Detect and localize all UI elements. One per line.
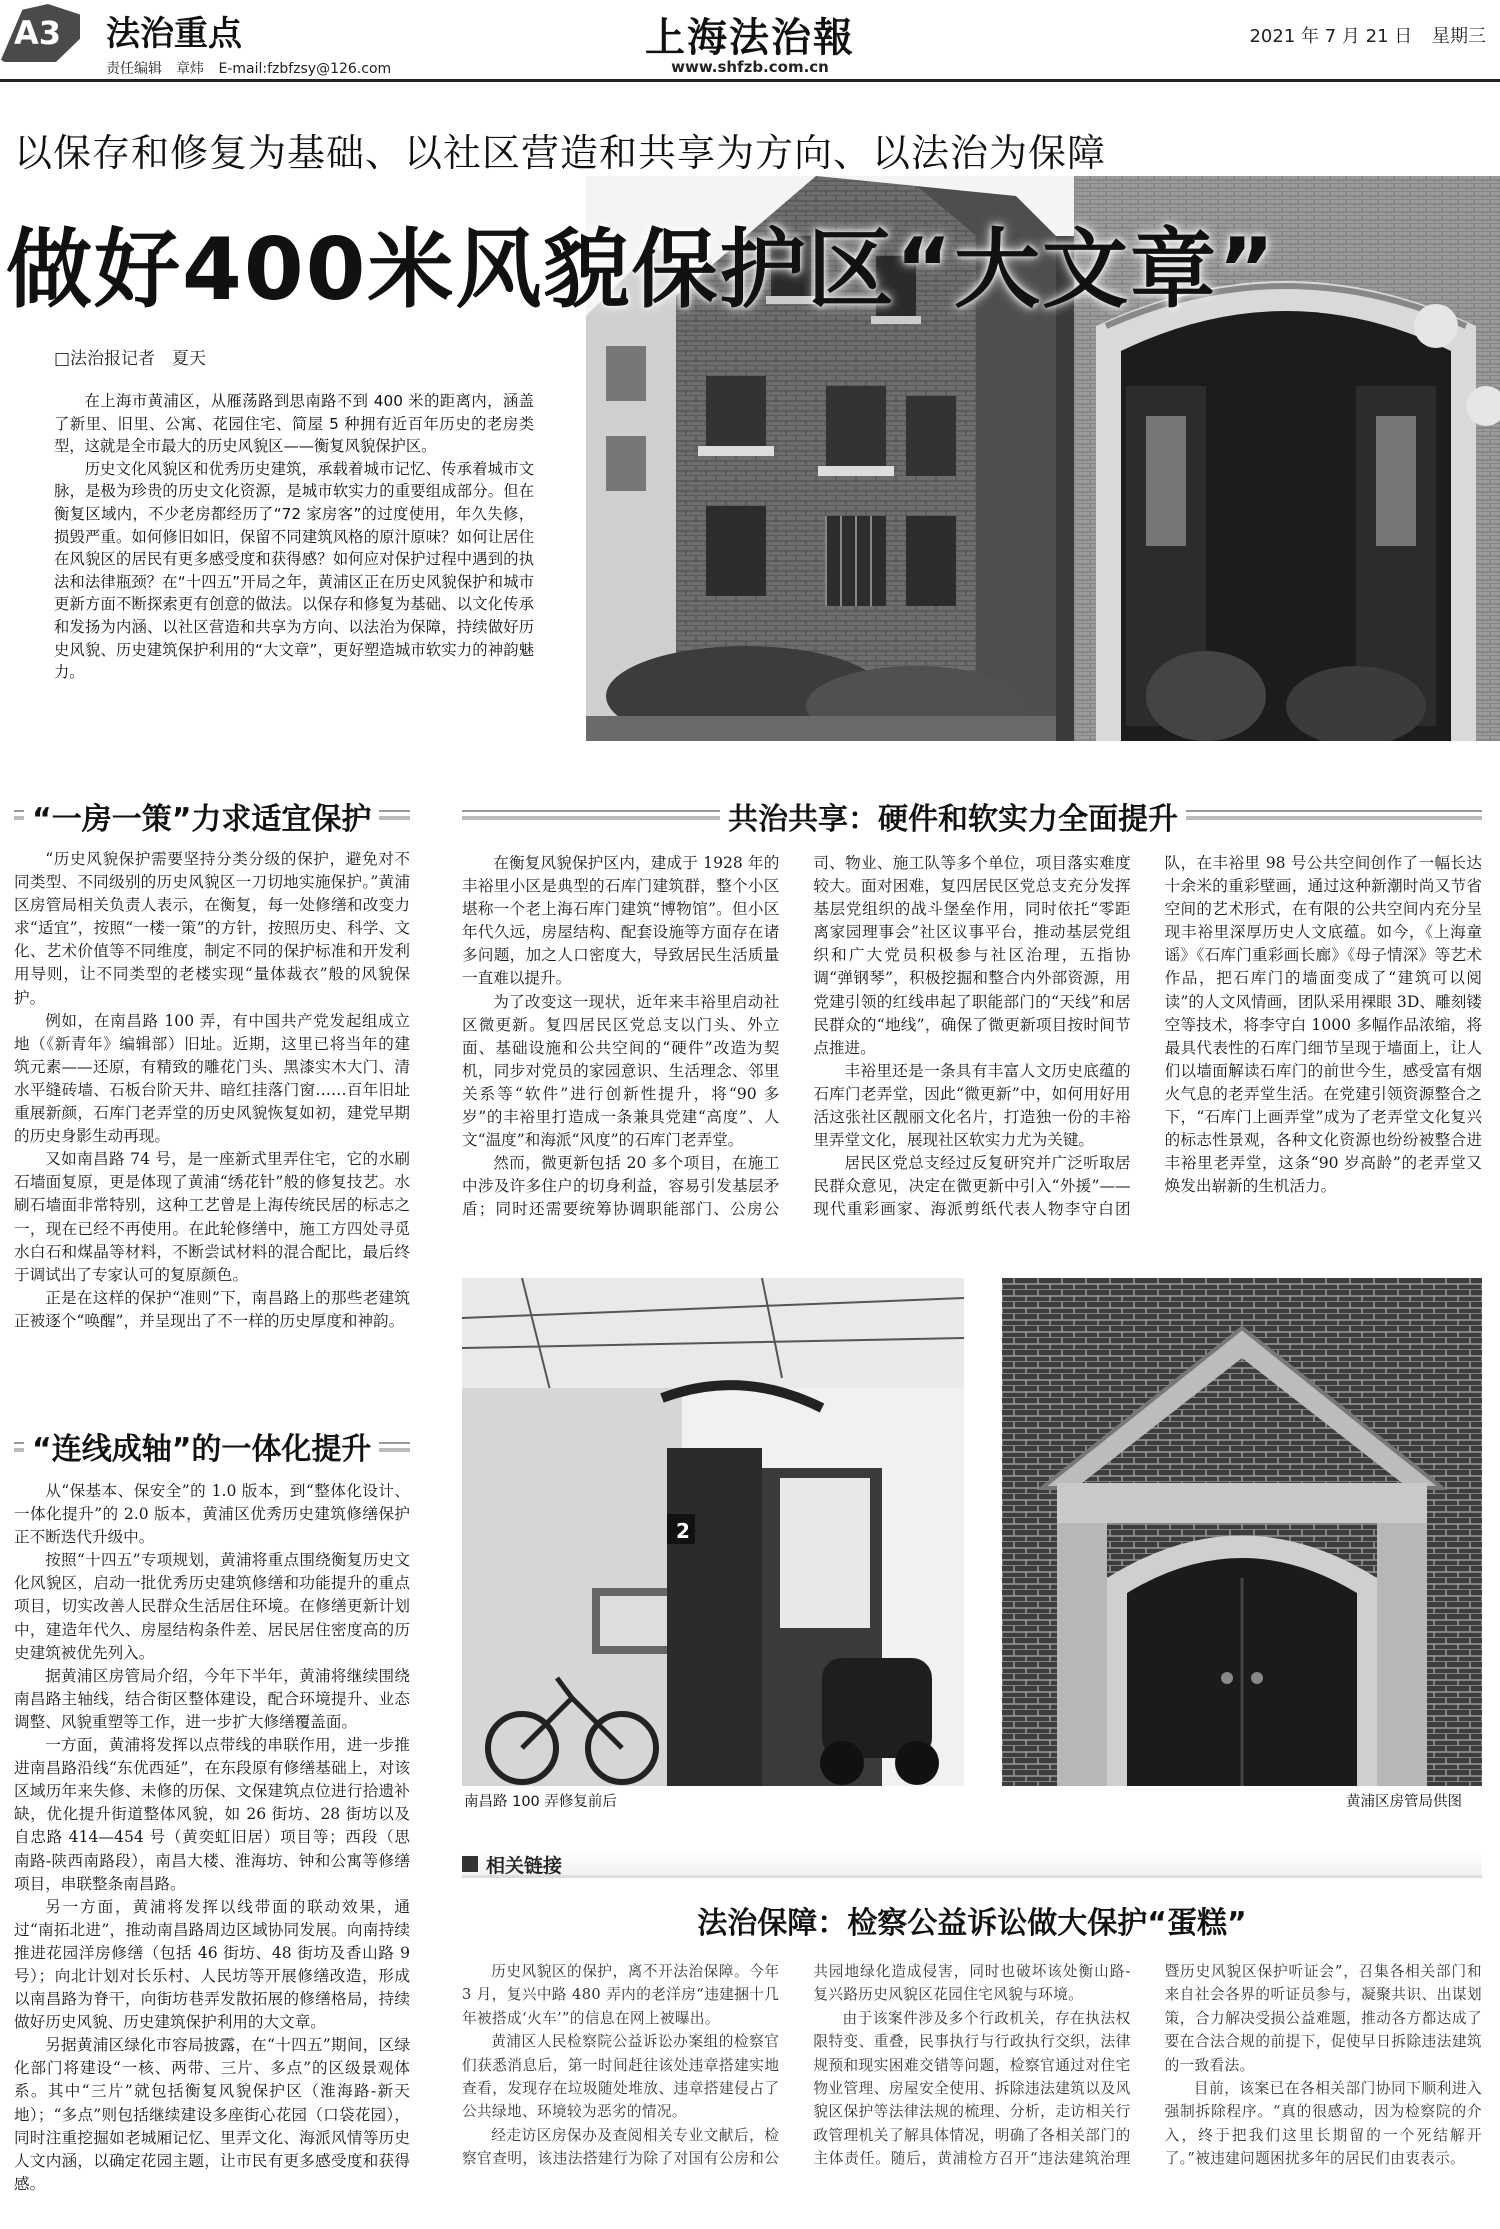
section2-paragraph: 从“保基本、保安全”的 1.0 版本，到“整体化设计、一体化提升”的 2.0 版本，黄浦区优秀历史建筑修缮保护正不断迭代升级中。 <box>14 1482 410 1547</box>
section3-paragraph: 然而，微更新包括 20 多个项目，在施工中涉及许多住户的切身利益，容易引发基层矛盾；同时还需要统筹协调职能部门、公房公司、物业、施工队等多个单位，项目落实难度较大。面对困难，复四居民区党总支充分发挥基层党组织的战斗堡垒作用，同时依托“零距离家园理事会”社区议事平台，推动基层党组织和广大党员积极参与社区治理，五指协调“弹钢琴”，积极挖掘和整合内外部资源，用党建引领的红线串起了职能部门的“天线”和居民群众的“地线”，确保了微更新项目按时间节点推进。 <box>462 854 1131 1219</box>
editor-email: E-mail:fzbfzsy@126.com <box>218 61 392 77</box>
section1-paragraph: 又如南昌路 74 号，是一座新式里弄住宅，它的水刷石墙面复原，更是体现了黄浦“绣花针”般的修复技艺。水刷石墙面非常特别，这种工艺曾是上海传统民居的标志之一，现在已经不再使用。在此轮修缮中，施工方四处寻觅水白石和煤晶等材料，不断尝试材料的混合配比，最后终于调试出了专家认可的复原颜色。 <box>14 1150 410 1284</box>
article-headline: 做好400米风貌保护区“大文章” <box>6 220 1277 320</box>
lead-paragraph: 在上海市黄浦区，从雁荡路到思南路不到 400 米的距离内，涵盖了新里、旧里、公寓、花园住宅、简屋 5 种拥有近百年历史的老房类型，这就是全市最大的历史风貌区——衡复风貌保护区。 <box>54 392 534 456</box>
editor-line <box>106 58 401 78</box>
photo-after-restoration <box>1002 1278 1482 1786</box>
section2-paragraph: 按照“十四五”专项规划，黄浦将重点围绕衡复历史文化风貌区，启动一批优秀历史建筑修缮和功能提升的重点项目，切实改善人民群众生活居住环境。在修缮更新计划中，建造年代久、房屋结构条件差、居民居住密度高的历史建筑被优先列入。 <box>14 1551 410 1662</box>
section1-body <box>14 848 410 1333</box>
door-number-plate: 2 <box>676 1519 690 1543</box>
photo-caption-right: 黄浦区房管局供图 <box>1346 1794 1462 1810</box>
photo-before-restoration <box>462 1278 964 1786</box>
section1-paragraph: 例如，在南昌路 100 弄，有中国共产党发起组成立地（《新青年》编辑部）旧址。近期，这里已将当年的建筑元素——还原，有精致的雕花门头、黑漆实木大门、清水平缝砖墙、石板台阶天井、暗红挂落门窗……百年旧址重展新颜，石库门老弄堂的历史风貌恢复如初，建党早期的历史身影生动再现。 <box>14 1011 410 1146</box>
lead-paragraph: 历史文化风貌区和优秀历史建筑，承载着城市记忆、传承着城市文脉，是极为珍贵的历史文化资源，是城市软实力的重要组成部分。但在衡复区域内，不少老房都经历了“72 家房客”的过度使用，年久失修，损毁严重。如何修旧如旧，保留不同建筑风格的原汁原味？如何让居住在风貌区的居民有更多感受度和获得感？如何应对保护过程中遇到的执法和法律瓶颈？在“十四五”开局之年，黄浦区正在历史风貌保护和城市更新方面不断探索更有创意的做法。以保存和修复为基础、以文化传承和发扬为内涵、以社区营造和共享为方向、以法治为保障，持续做好历史风貌、历史建筑保护利用的“大文章”，更好塑造城市软实力的神韵魅力。 <box>54 459 534 682</box>
section2-body <box>14 1480 410 2196</box>
article-kicker: 以保存和修复为基础、以社区营造和共享为方向、以法治为保障 <box>14 131 1107 175</box>
related-paragraph: 历史风貌区的保护，离不开法治保障。今年 3 月，复兴中路 480 弄内的老洋房“违建捆十几年被搭成‘火车’”的信息在网上被曝出。 <box>462 1963 780 2027</box>
related-headline: 法治保障：检察公益诉讼做大保护“蛋糕” <box>697 1906 1247 1941</box>
section2-paragraph: 另据黄浦区绿化市容局披露，在“十四五”期间，区绿化部门将建设“一核、两带、三片、多点”的区级景观体系。其中“三片”就包括衡复风貌保护区（淮海路-新天地）；“多点”则包括继续建设多座街心花园（口袋花园），同时注重挖掘如老城厢记忆、里弄文化、海派风情等历史人文内涵，以确定花园主题，让市民有更多感受度和获得感。 <box>14 2036 410 2193</box>
related-body <box>462 1960 1482 2222</box>
photo-caption-left: 南昌路 100 弄修复前后 <box>464 1794 617 1810</box>
section3-title: 共治共享：硬件和软实力全面提升 <box>720 794 1186 838</box>
section3-paragraph: 在衡复风貌保护区内，建成于 1928 年的丰裕里小区是典型的石库门建筑群，整个小区堪称一个老上海石库门建筑“博物馆”。但小区年代久远，房屋结构、配套设施等方面存在诸多问题，加之人口密度大，导致居民生活质量一直难以提升。 <box>462 854 780 988</box>
related-paragraph: 目前，该案已在各相关部门协同下顺利进入强制拆除程序。“真的很感动，因为检察院的介入，终于把我们这里长期留的一个死结解开了。”被违建问题困扰多年的居民们由衷表示。 <box>1164 2080 1482 2168</box>
issue-date <box>1235 22 1486 48</box>
section2-paragraph: 另一方面，黄浦将发挥以线带面的联动效果，通过“南拓北进”，推动南昌路周边区域协同发展。向南持续推进花园洋房修缮（包括 46 街坊、48 街坊及香山路 9 号）；向北计划对长乐村、人民坊等开展修缮改造，形成以南昌路为脊干，向街坊巷弄发散拓展的修缮格局，持续做好历史风貌、历史建筑保护利用的大文章。 <box>14 1897 410 2032</box>
related-link-bar <box>462 1850 1482 1878</box>
article-byline: □法治报记者 夏天 <box>54 349 207 369</box>
related-link-label: 相关链接 <box>486 1855 563 1877</box>
section2-title: “连线成轴”的一体化提升 <box>24 1424 379 1468</box>
masthead <box>0 0 1500 82</box>
issue-weekday: 星期三 <box>1432 26 1486 47</box>
section3-paragraph: 为了改变这一现状，近年来丰裕里启动社区微更新。复四居民区党总支以门头、外立面、基础设施和公共空间的“硬件”改造为契机，同步对党员的家园意识、生活理念、邻里关系等“软件”进行创新性提升，将“90 多岁”的丰裕里打造成一条兼具党建“高度”、人文“温度”和海派“风度”的石库门老弄堂。 <box>462 992 780 1150</box>
section1-paragraph: 正是在这样的保护“准则”下，南昌路上的那些老建筑正被逐个“唤醒”，并呈现出了不一样的历史厚度和神韵。 <box>14 1288 410 1330</box>
related-paragraph: 经走访区房保办及查阅相关专业文献后，检察官查明，该违法搭建行为除了对国有公房和公共园地绿化造成侵害，同时也破坏该处衡山路-复兴路历史风貌区花园住宅风貌与环境。 <box>462 1963 1131 2168</box>
related-link-square-icon <box>462 1856 478 1872</box>
section3-paragraph: 居民区党总支经过反复研究并广泛听取居民群众意见，决定在微更新中引入“外援”——现代重彩画家、海派剪纸代表人物李守白团队，在丰裕里 98 号公共空间创作了一幅长达十余米的重彩壁画，通过这种新潮时尚又节省空间的艺术形式，在有限的公共空间内充分呈现丰裕里深厚历史人文底蕴。如今，《上海童谣》《石库门重彩画长廊》《母子情深》等艺术作品，把石库门的墙面变成了“建筑可以阅读”的人文风情画，团队采用裸眼 3D、雕刻镂空等技术，将李守白 1000 多幅作品浓缩，将最具代表性的石库门细节呈现于墙面上，让人们以墙面解读石库门的前世今生，感受富有烟火气息的老弄堂生活。在党建引领资源整合之下，“石库门上画弄堂”成为了老弄堂文化复兴的标志性景观，各种文化资源也纷纷被整合进丰裕里老弄堂，这条“90 岁高龄”的老弄堂又焕发出崭新的生机活力。 <box>813 854 1482 1219</box>
page-number-badge <box>0 4 80 62</box>
section1-title: “一房一策”力求适宜保护 <box>24 794 379 838</box>
section1-paragraph: “历史风貌保护需要坚持分类分级的保护，避免对不同类型、不同级别的历史风貌区一刀切地实施保护。”黄浦区房管局相关负责人表示，在衡复，每一处修缮和改变力求“适宜”，按照“一楼一策”的方针，按照历史、科学、文化、艺术价值等不同维度，制定不同的保护标准和开发利用导则，让不同类型的老楼实现“量体裁衣”般的风貌保护。 <box>14 850 410 1007</box>
photo-after-illustration <box>1002 1278 1482 1786</box>
article-lead <box>54 390 534 684</box>
section3-body <box>462 852 1482 1277</box>
newspaper-website: www.shfzb.com.cn <box>671 58 829 76</box>
section2-paragraph: 据黄浦区房管局介绍，今年下半年，黄浦将继续围绕南昌路主轴线，结合街区整体建设，配合环境提升、业态调整、风貌重塑等工作，进一步扩大修缮覆盖面。 <box>14 1666 410 1731</box>
issue-date-text: 2021 年 7 月 21 日 <box>1249 26 1413 47</box>
section2-paragraph: 一方面，黄浦将发挥以点带线的串联作用，进一步推进南昌路沿线“东优西延”，在东段原有修缮基础上，对该区域历年来失修、未修的历保、文保建筑点位进行拾遗补缺，优化提升街道整体风貌，如 26 街坊、28 街坊以及自忠路 414—454 号（黄奕虹旧居）项目等；西段（思南路-陕西南路段），南昌大楼、淮海坊、钟和公寓等修缮项目，串联整条南昌路。 <box>14 1736 410 1893</box>
related-paragraph: 由于该案件涉及多个行政机关，存在执法权限特变、重叠，民事执行与行政执行交织，法律规预和现实困难交错等问题，检察官通过对住宅物业管理、房屋安全使用、拆除违法建筑以及风貌区保护等法律法规的梳理、分析，走访相关行政管理机关了解具体情况，明确了各相关部门的主体责任。随后，黄浦检方召开“违法建筑治理暨历史风貌区保护听证会”，召集各相关部门和来自社会各界的听证员参与，凝聚共识、出谋划策，合力解决受损公益难题，推动各方都达成了要在合法合规的前提下，促使早日拆除违法建筑的一致看法。 <box>813 1963 1482 2168</box>
responsible-editor: 责任编辑 章炜 <box>106 61 204 77</box>
section3-paragraph: 丰裕里还是一条具有丰富人文历史底蕴的石库门老弄堂，因此“微更新”中，如何用好用活这张社区靓丽文化名片，打造独一份的丰裕里弄堂文化，展现社区软实力尤为关键。 <box>813 1061 1131 1150</box>
page-number: A3 <box>14 14 62 52</box>
newspaper-logo: 上海法治報 <box>645 14 855 61</box>
photo-before-illustration <box>462 1278 964 1786</box>
section-name: 法治重点 <box>106 14 242 54</box>
related-paragraph: 黄浦区人民检察院公益诉讼办案组的检察官们获悉消息后，第一时间赶往该处违章搭建实地查看，发现存在垃圾随处堆放、违章搭建侵占了公共绿地、环境较为恶劣的情况。 <box>462 2033 780 2121</box>
